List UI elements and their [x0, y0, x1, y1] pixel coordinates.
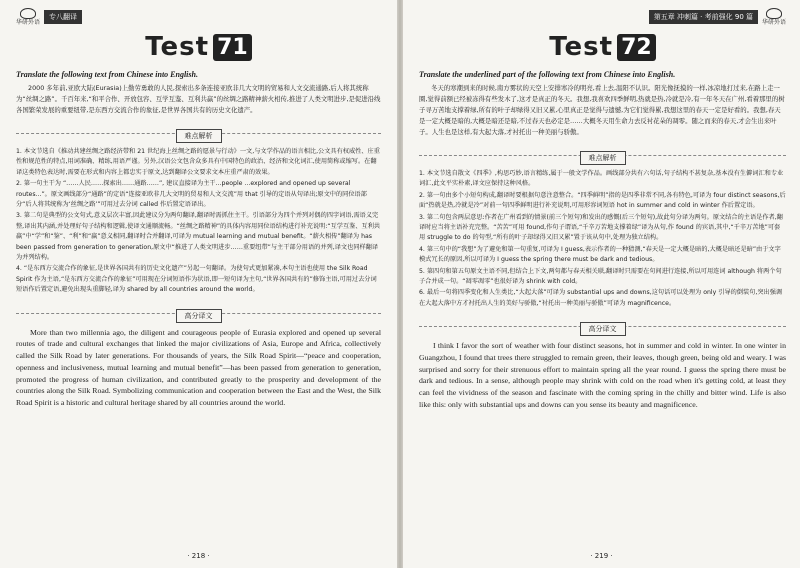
publisher-logo	[16, 8, 40, 26]
instruction: Translate the following text from Chinese into English.	[16, 70, 198, 79]
left-header	[16, 8, 381, 26]
publisher-logo	[762, 8, 786, 26]
note-item: 2. 第一句主干为 “……人民……探索出……通路……”, 建议直接译为主干...people ...explored and opened up several routes...”。原文画线部分“通路”的定语“连接亚欧非几大文明的贸易和人文交流”用 that 引导的定语从句译出;原文中的同位语部分“后人将其统称为‘丝绸之路’”可用过去分词 called 作后置定语译出。	[16, 180, 367, 209]
translation-heading: 高分译文	[419, 316, 786, 336]
notes-list	[419, 169, 786, 309]
note-item: 4. 第三句中的“我想”为了避免和第一句重复,可译为 I guess,表示作者的一种猜测,“春天是一定大概是暗的,大概是暗还是暗”由于文字模式冗长的原因,所以可译为 I guess the spring there must be dark and tedious。	[419, 245, 781, 264]
left-page	[0, 0, 397, 568]
instruction: Translate the underlined part of the following text from Chinese into English.	[419, 70, 676, 79]
note-item: 1. 本文节选自散文《四季》,构思巧妙,语言精练,属于一般文学作品。画线部分共有六句话,句子结构不甚复杂,基本没有生僻词汇和专业词汇,此文平实朴素,译文应保持这种风格。	[419, 170, 784, 188]
test-title	[16, 32, 381, 66]
page-number: · 218 ·	[187, 552, 210, 560]
right-header	[419, 8, 786, 26]
notes-heading: 难点解析	[419, 145, 786, 165]
note-item: 4. “是东西方交流合作的象征,是世界各国共有的历史文化遗产”另起一句翻译。为使句式更加紧凑,本句主语也使用 the Silk Road Spirit 作为主语,“是东西方交流合作的象征”可用现在分词短语作为状语,即一短句译为主句,“世界各国共有的”修饰主语,可用过去分词短语作后置定语,避免出现头重脚轻,译为 shared by all countries around the world。	[16, 265, 377, 294]
note-item: 3. 第二句包含两层意思:作者在广州看到的情景(前三个短句)和发出的感慨(后三个短句),故此句分译为两句。原文结合的主语是作者,翻译时应当将主语补充完整。“苦苦”可用 found,作句子谓语,“千辛万苦地支撑着绿”译为从句,作 found 的宾语,其中,“千辛万苦地”可套用 struggle to do 的句型,“所有的叶子却绿得又旧又累”置于该从句中,处理为独立结构。	[419, 213, 783, 242]
logo-text: 华研外语	[16, 19, 41, 26]
logo-text: 华研外语	[762, 19, 787, 26]
note-item: 1. 本文节选自《推动共建丝绸之路经济带和 21 世纪海上丝绸之路的愿景与行动》一文,与文学作品的语言相比,公文具有权威性、庄重性和规范性的特点,用词准确、精练,用语严谨。另外,汉语公文包含众多具有中国特色的政治、经济和文化词汇,使用简称或缩写。在翻译这类特色表达时,需要在形式和内容上都忠实于原文,达到翻译公文要求文本庄重严肃的效果。	[16, 148, 380, 176]
notes-list	[16, 147, 381, 296]
translation-heading: 高分译文	[16, 303, 381, 323]
translation-text: I think I favor the sort of weather with four distinct seasons, hot in summer and cold in winter. In one winter in Guangzhou, I found that trees there struggled to remain green, their leaves, though green, being old and weary. I was surprised and sorry for their strenuous effort to maintain spring all the year round. I guess the spring there must be dark and tedious. In a sense, although people may shrink with cold on the road when it's getting cold, at least they can feel the vividness of the season and fascinate with the coming spring in the chilly and bitter wind. Life is also like this: only with substantial ups and downs can you sense its beauty and magnificence.	[419, 341, 786, 409]
note-item: 5. 第四句和第五句原文主语不同,但结合上下文,两句都与春天相关联,翻译时只需要在句间进行连接,所以可用连词 although 将两个句子合并成一句。“凋零凋零”也很好译为 shrink with cold。	[419, 267, 782, 286]
test-title	[419, 32, 786, 66]
source-text: 冬天的寒潮到来的时候,南方雾状的天空上安排寒冷的明亮,看上去,温阳不认识。阳光像抚摸的一样,冰凉地打过来,在路上走一圈,觉得前额已经被冻得有些发木了,这才是真正的冬天。我想,我喜欢四季鲜明,热就是热,冷就是冷,有一年冬天在广州,看着那里的树子寻万苦地支撑着绿,所有的叶子却绿得又旧又累,心里真正是觉得与遗憾,为它们觉得累,我想这里的春天一定是好看的。我想,春天是一定大概是暗的,大概是暗还是暗,不过春天也必定是……大概冬天用生命力去反衬花朵的凋零。随之而来的春天,才会生出来叶子。人生也是这样,有大起大落,才衬托出一种美丽与骄傲。	[419, 84, 785, 136]
note-item: 6. 最后一句将四季变化和人生类比,“大起大落”可译为 substantial ups and downs,这句话可以处理为 only 引导的倒装句,突出强调在大起大落中方才衬托出人生的美好与骄傲,“衬托出一种美丽与骄傲”可译为 magnificence。	[419, 289, 783, 307]
notes-heading: 难点解析	[16, 123, 381, 143]
translation-text: More than two millennia ago, the diligent and courageous people of Eurasia explored and opened up several routes of trade and cultural exchanges that linked the major civilizations of Asia, Europe and Africa, collectively called the Silk Road by later generations. For thousands of years, the Silk Road Spirit—“peace and cooperation, openness and inclusiveness, mutual learning and mutual benefit”—has been passed from generation to generation, promoted the progress of human civilization, and contributed greatly to the prosperity and development of the countries along the Silk Road. Symbolizing communication and cooperation between the East and the West, the Silk Road Spirit is a historic and cultural heritage shared by all countries around the world.	[16, 327, 381, 407]
source-text: 2000 多年前,亚欧大陆(Eurasia)上勤劳勇敢的人民,探索出多条连接亚欧非几大文明的贸易和人文交流通路,后人将其统称为“丝绸之路”。千百年来,“和平合作、开放包容、互学互鉴、互利共赢”的丝绸之路精神薪火相传,推进了人类文明进步,是促进沿线各国繁荣发展的重要纽带,是东西方交流合作的象征,是世界各国共有的历史文化遗产。	[16, 84, 381, 114]
title-number: 72	[617, 34, 656, 61]
title-word: Test	[549, 32, 614, 62]
note-item: 3. 第二句是典型的公文句式,意义层次丰富,因此建议分为两句翻译,翻译时需抓住主干。引语部分为四个并列对偶的四字词语,需语义完整,译出其内涵,并处理好句子结构和逻辑,使译文通顺流畅。“丝绸之路精神”的具体内容用同位语结构进行补充说明:“互学互鉴、互利共赢”中“学”和“鉴”、“利”和“赢”意义相同,翻译时合并翻译,可译为 mutual learning and mutual benefit。“薪火相传”翻译为 has been passed from generation to generation,原文中“推进了人类文明进步……重要纽带”与主干部分用语的并列,译文也同样翻译为并列结构。	[16, 212, 381, 262]
page-number: · 219 ·	[590, 552, 613, 560]
title-number: 71	[213, 34, 252, 61]
note-item: 2. 第一句由多个小短句构成,翻译时要根据句意注意整合。“四季鲜明”指的是四季非常不同,各有特色,可译为 four distinct seasons,后面“热就是热,冷就是冷”对前一句四季鲜明进行补充说明,可用形容词短语 hot in summer and cold in winter 作后置定语。	[419, 191, 786, 210]
section-tag: 专八翻译	[44, 10, 82, 24]
right-page	[403, 0, 800, 568]
chapter-tag: 第五章 冲刺篇 · 考前强化 90 篇	[649, 10, 758, 24]
bird-icon	[20, 8, 36, 19]
title-word: Test	[145, 32, 210, 62]
bird-icon	[766, 8, 782, 19]
